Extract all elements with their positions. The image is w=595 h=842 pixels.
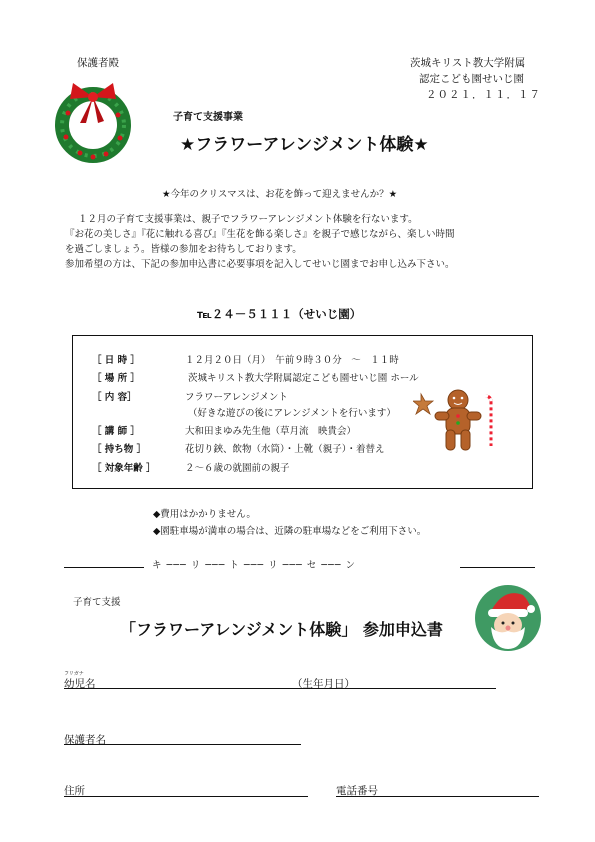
address-field[interactable]	[64, 796, 308, 797]
furigana-label: フリガナ	[64, 671, 84, 677]
child-name-field[interactable]	[64, 688, 496, 689]
intro-line-2: 『お花の美しさ』『花に触れる喜び』『生花を飾る楽しさ』を親子で感じながら、楽しい時間	[65, 229, 455, 240]
address-label: 住所	[64, 785, 85, 797]
cut-line-right	[460, 567, 535, 568]
org-line2: 認定こども園せいじ園	[419, 73, 524, 85]
telephone: ℡２４－５１１１（せいじ園）	[197, 307, 362, 321]
intro-line-3: を過ごしましょう。皆様の参加をお待ちしております。	[65, 244, 302, 255]
child-name-label: 幼児名	[64, 678, 96, 690]
guardian-name-label: 保護者名	[64, 734, 106, 746]
tagline: ★今年のクリスマスは、お花を飾って迎えませんか？★	[162, 189, 398, 200]
phone-label: 電話番号	[336, 785, 378, 797]
cut-line-left	[64, 567, 144, 568]
birthdate-label: （生年月日）	[292, 678, 355, 690]
christmas-wreath-icon	[48, 75, 138, 165]
santa-icon	[473, 583, 543, 653]
note-fee: ◆費用はかかりません。	[153, 509, 256, 520]
page-title: ★フラワーアレンジメント体験★	[180, 135, 429, 155]
program-label: 子育て支援事業	[173, 112, 243, 123]
phone-field[interactable]	[336, 796, 539, 797]
intro-line-4: 参加希望の方は、下記の参加申込書に必要事項を記入してせいじ園までお申し込み下さい。	[65, 259, 455, 270]
gingerbread-cookie-icon	[413, 386, 493, 456]
form-title: 「フラワーアレンジメント体験」 参加申込書	[120, 620, 443, 639]
note-parking: ◆園駐車場が満車の場合は、近隣の駐車場などをご利用下さい。	[153, 526, 427, 537]
cut-line-label: キ ─── リ ─── ト ─── リ ─── セ ─── ン	[152, 560, 356, 571]
date: ２０２１．１１．１７	[426, 89, 541, 101]
intro-line-1: １２月の子育て支援事業は、親子でフラワーアレンジメント体験を行ないます。	[78, 214, 418, 225]
org-line1: 茨城キリスト教大学附属	[410, 57, 526, 69]
guardian-name-field[interactable]	[64, 744, 301, 745]
form-program-label: 子育て支援	[73, 597, 121, 608]
addressee: 保護者殿	[77, 57, 119, 69]
